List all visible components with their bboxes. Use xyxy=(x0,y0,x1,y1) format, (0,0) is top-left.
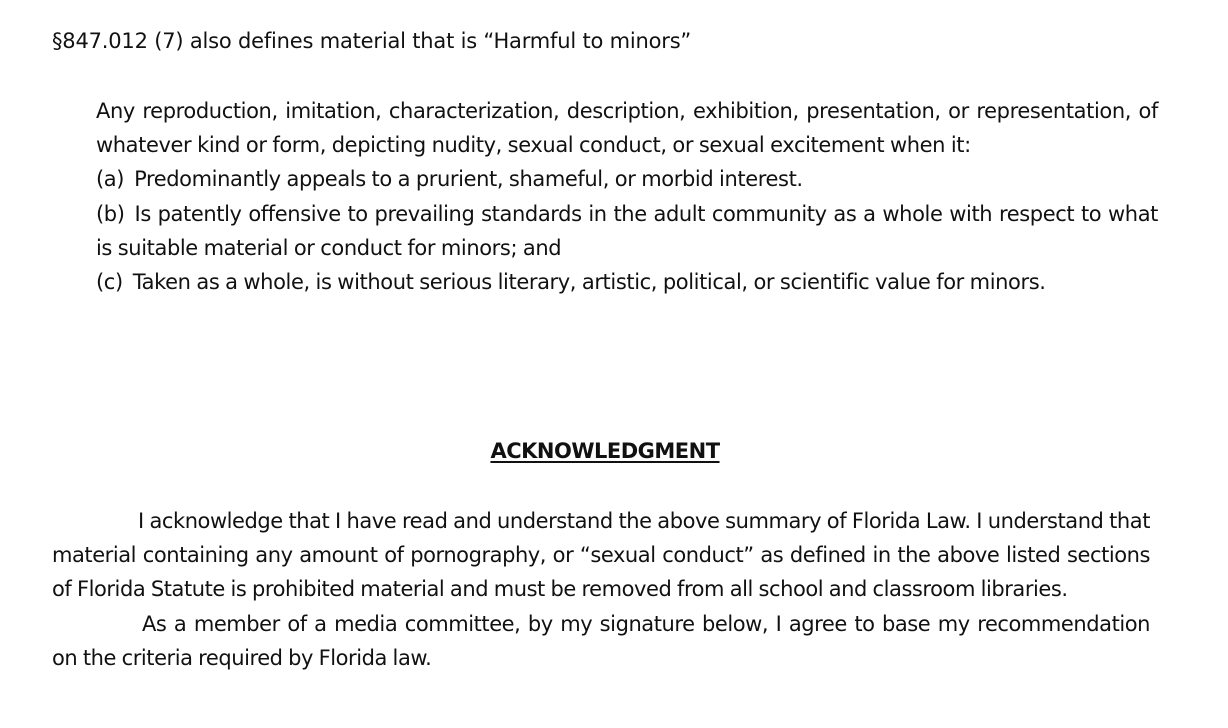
acknowledgment-body xyxy=(52,504,1150,675)
definition-item-c xyxy=(96,265,1158,299)
definition-item-b xyxy=(96,197,1158,265)
definition-item-a xyxy=(96,162,1158,196)
item-letter: (b) xyxy=(96,201,125,226)
item-letter: (c) xyxy=(96,270,123,295)
item-text: Predominantly appeals to a prurient, shameful, or morbid interest. xyxy=(134,167,803,192)
item-letter: (a) xyxy=(96,167,125,192)
acknowledgment-paragraph-1: I acknowledge that I have read and understand the above summary of Florida Law. I understand that material containing any amount of pornography, or “sexual conduct” as defined in the above listed sections of Florida Statute is prohibited material and must be removed from all school and classroom libraries. xyxy=(52,509,1150,602)
item-text: Is patently offensive to prevailing standards in the adult community as a whole with respect to what is suitable material or conduct for minors; and xyxy=(96,201,1158,260)
statute-heading: §847.012 (7) also defines material that is “Harmful to minors” xyxy=(52,29,692,53)
acknowledgment-paragraph-2: As a member of a media committee, by my signature below, I agree to base my recommendation on the criteria required by Florida law. xyxy=(52,611,1150,670)
item-text: Taken as a whole, is without serious literary, artistic, political, or scientific value for minors. xyxy=(132,270,1046,295)
definition-intro: Any reproduction, imitation, characterization, description, exhibition, presentation, or representation, of whatever kind or form, depicting nudity, sexual conduct, or sexual excitement when it: xyxy=(96,99,1158,158)
harmful-to-minors-definition xyxy=(96,94,1158,299)
acknowledgment-title: ACKNOWLEDGMENT xyxy=(490,439,720,463)
